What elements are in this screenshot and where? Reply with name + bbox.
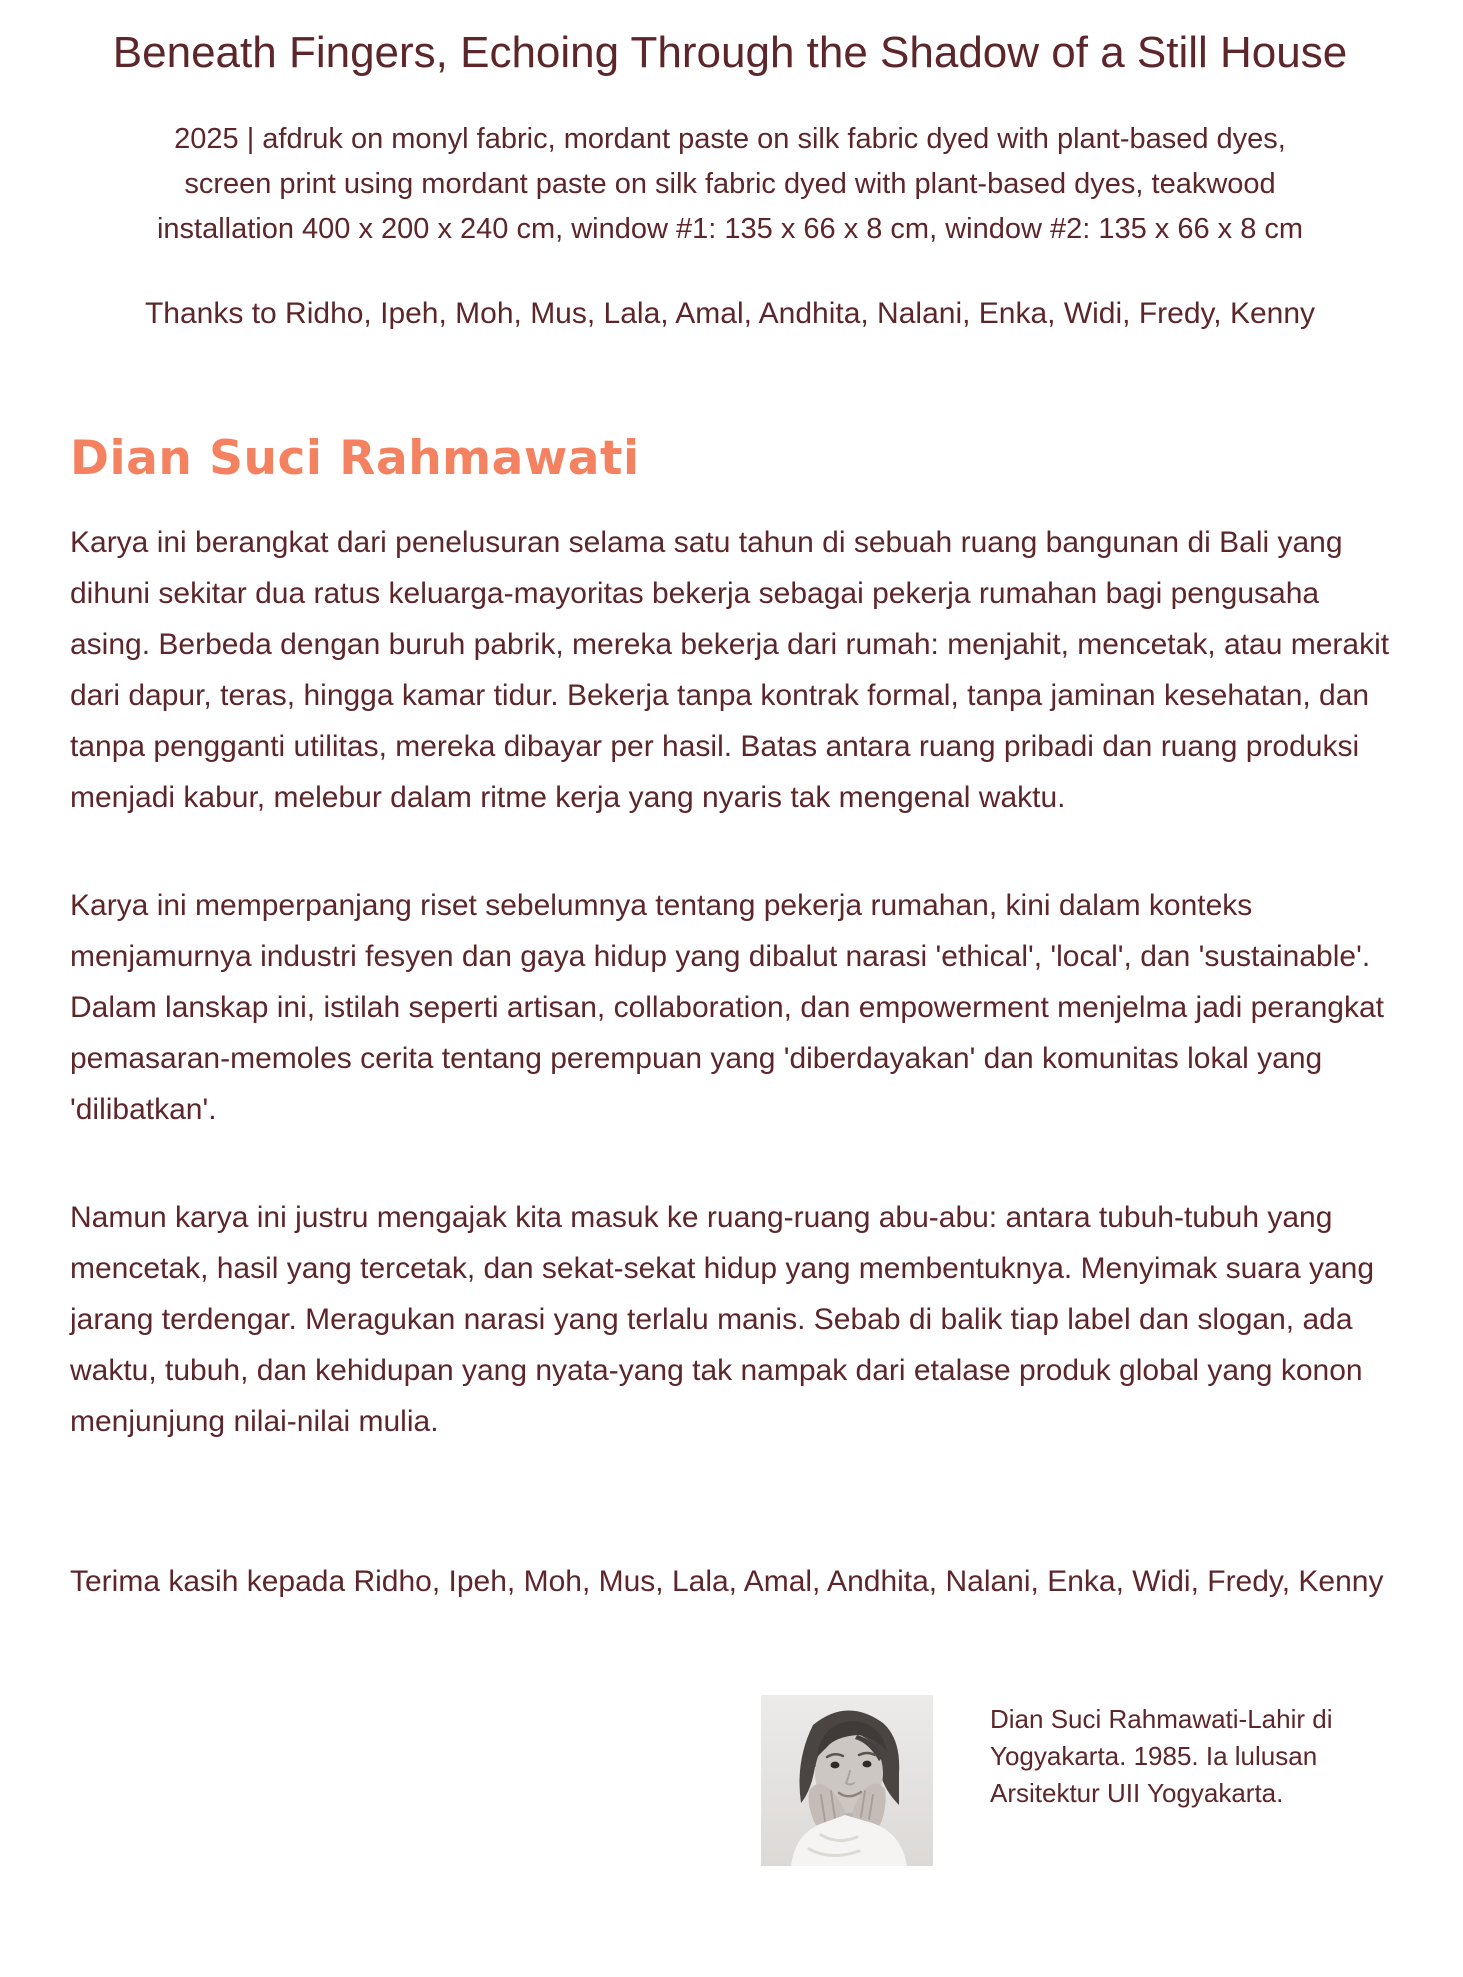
- artist-portrait-photo: [761, 1695, 933, 1866]
- statement-paragraph-3: Namun karya ini justru mengajak kita masuk ke ruang-ruang abu-abu: antara tubuh-tubuh yang mencetak, hasil yang tercetak, dan sekat-sekat hidup yang membentuknya. Menyimak suara yang jarang terdengar. Meragukan narasi yang terlalu manis. Sebab di balik tiap label dan slogan, ada waktu, tubuh, dan kehidupan yang nyata-yang tak nampak dari etalase produk global yang konon menjunjung nilai-nilai mulia.: [70, 1201, 1375, 1439]
- work-title: Beneath Fingers, Echoing Through the Shadow of a Still House: [112, 28, 1348, 77]
- artist-bio-text: Dian Suci Rahmawati-Lahir di Yogyakarta. 1985. Ia lulusan Arsitektur UII Yogyakarta.: [990, 1704, 1333, 1809]
- artist-bio-block: [70, 1695, 1390, 1866]
- work-materials-line: 2025 | afdruk on monyl fabric, mordant paste on silk fabric dyed with plant-based dyes, screen print using mordant paste on silk fabric dyed with plant-based dyes, teakwood installation 400 x 200 x 240 cm, window #1: 135 x 66 x 8 cm, window #2: 135 x 66 x 8 cm: [156, 123, 1304, 245]
- artist-name-heading: Dian Suci Rahmawati: [70, 430, 640, 486]
- artist-portrait-illustration: [761, 1695, 933, 1866]
- statement-paragraph-1: Karya ini berangkat dari penelusuran selama satu tahun di sebuah ruang bangunan di Bali yang dihuni sekitar dua ratus keluarga-mayoritas bekerja sebagai pekerja rumahan bagi pengusaha asing. Berbeda dengan buruh pabrik, mereka bekerja dari rumah: menjahit, mencetak, atau merakit dari dapur, teras, hingga kamar tidur. Bekerja tanpa kontrak formal, tanpa jaminan kesehatan, dan tanpa pengganti utilitas, mereka dibayar per hasil. Batas antara ruang pribadi dan ruang produksi menjadi kabur, melebur dalam ritme kerja yang nyaris tak mengenal waktu.: [70, 526, 1390, 815]
- artist-statement: [70, 517, 1390, 1447]
- work-thanks-line: Thanks to Ridho, Ipeh, Moh, Mus, Lala, Amal, Andhita, Nalani, Enka, Widi, Fredy, Kenny: [144, 296, 1316, 330]
- statement-paragraph-2: Karya ini memperpanjang riset sebelumnya tentang pekerja rumahan, kini dalam konteks menjamurnya industri fesyen dan gaya hidup yang dibalut narasi 'ethical', 'local', dan 'sustainable'. Dalam lanskap ini, istilah seperti artisan, collaboration, dan empowerment menjelma jadi perangkat pemasaran-memoles cerita tentang perempuan yang 'diberdayakan' dan komunitas lokal yang 'dilibatkan'.: [70, 889, 1385, 1127]
- acknowledgement-line: Terima kasih kepada Ridho, Ipeh, Moh, Mus, Lala, Amal, Andhita, Nalani, Enka, Widi, Fredy, Kenny: [70, 1565, 1384, 1599]
